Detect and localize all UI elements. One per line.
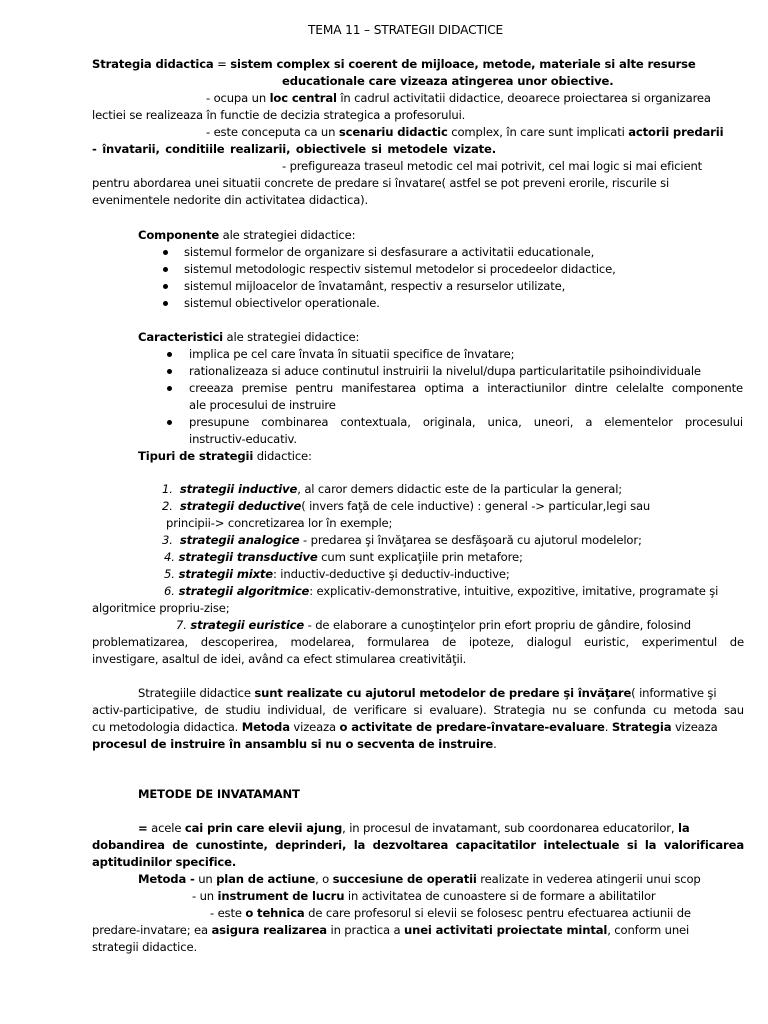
paragraph-line: - un instrument de lucru in activitatea de cunoastere si de formare a abilitatilor: [192, 889, 656, 903]
list-item-continuation: algoritmice propriu-zise;: [92, 601, 230, 615]
paragraph-line: activ-participative, de studiu individual, de verificare si evaluare). Strategia nu se confunda cu metoda sau: [92, 703, 744, 717]
list-item: 7. strategii euristice - de elaborare a cunoştinţelor prin efort propriu de gândire, folosind: [176, 618, 691, 632]
page-title: TEMA 11 – STRATEGII DIDACTICE: [308, 23, 504, 37]
paragraph-line: pentru abordarea unei situatii concrete de predare si învatare( astfel se pot preveni erorile, riscurile si: [92, 176, 670, 190]
list-item-continuation: investigare, asaltul de idei, având ca efect stimularea creativităţii.: [92, 652, 467, 666]
bullet-icon: [163, 301, 168, 306]
list-item: 4. strategii transductive cum sunt explicaţiile prin metafore;: [164, 550, 523, 564]
paragraph-line: lectiei se realizeaza în functie de decizia strategica a profesorului.: [92, 108, 466, 122]
paragraph-line: - este o tehnica de care profesorul si elevii se folosesc pentru efectuarea actiunii de: [210, 906, 691, 920]
bullet-icon: [163, 250, 168, 255]
paragraph-line: = acele cai prin care elevii ajung, in procesul de invatamant, sub coordonarea educatorilor, la: [138, 821, 690, 835]
bullet-icon: [167, 420, 172, 425]
list-item-continuation: instructiv-educativ.: [189, 432, 297, 446]
bullet-icon: [167, 352, 172, 357]
list-item: presupune combinarea contextuala, originala, unica, uneori, a elementelor procesului: [189, 415, 743, 429]
paragraph-line: - ocupa un loc central în cadrul activitatii didactice, deoarece proiectarea si organizarea: [206, 91, 711, 105]
paragraph-line: Metoda - un plan de actiune, o succesiune de operatii realizate in vederea atingerii unui scop: [138, 872, 701, 886]
paragraph-line: - este conceputa ca un scenariu didactic complex, în care sunt implicati actorii predarii: [206, 125, 724, 139]
paragraph-line: predare-invatare; ea asigura realizarea in practica a unei activitati proiectate mintal, conform unei: [92, 923, 690, 937]
paragraph-line: Strategiile didactice sunt realizate cu ajutorul metodelor de predare şi învăţare( informative şi: [138, 686, 717, 700]
list-item: creeaza premise pentru manifestarea optima a interactiunilor dintre celelalte componente: [189, 381, 743, 395]
section-heading: METODE DE INVATAMANT: [138, 787, 300, 801]
paragraph-line: strategii didactice.: [92, 940, 198, 954]
tipuri-heading: Tipuri de strategii didactice:: [138, 449, 312, 463]
paragraph-line: procesul de instruire în ansamblu si nu o secventa de instruire.: [92, 737, 497, 751]
definition-line-2: educationale care vizeaza atingerea unor obiective.: [282, 74, 614, 88]
bullet-icon: [163, 267, 168, 272]
bullet-icon: [167, 369, 172, 374]
list-item: 1. strategii inductive, al caror demers didactic este de la particular la general;: [162, 482, 623, 496]
list-item-continuation: principii-> concretizarea lor în exemple;: [166, 516, 393, 530]
list-item-continuation: ale procesului de instruire: [189, 398, 336, 412]
paragraph-line: aptitudinilor specifice.: [92, 855, 237, 869]
paragraph-line: - învatarii, conditiile realizarii, obiectivele si metodele vizate.: [92, 142, 496, 156]
list-item: sistemul metodologic respectiv sistemul metodelor si procedeelor didactice,: [184, 262, 616, 276]
list-item: 3. strategii analogice - predarea şi învăţarea se desfăşoară cu ajutorul modelelor;: [162, 533, 642, 547]
bullet-icon: [167, 386, 172, 391]
caracteristici-heading: Caracteristici ale strategiei didactice:: [138, 330, 360, 344]
definition-line-1: Strategia didactica = sistem complex si coerent de mijloace, metode, materiale si alte resurse: [92, 57, 696, 71]
list-item-continuation: problematizarea, descoperirea, modelarea, formularea de ipoteze, dialogul euristic, experimentul de: [92, 635, 744, 649]
paragraph-line: - prefigureaza traseul metodic cel mai potrivit, cel mai logic si mai eficient: [282, 159, 703, 173]
list-item: 6. strategii algoritmice: explicativ-demonstrative, intuitive, expozitive, imitative, programate şi: [164, 584, 719, 598]
list-item: sistemul formelor de organizare si desfasurare a activitatii educationale,: [184, 245, 595, 259]
bullet-icon: [163, 284, 168, 289]
paragraph-line: dobandirea de cunostinte, deprinderi, la dezvoltarea capacitatilor intelectuale si la valorificarea: [92, 838, 744, 852]
componente-heading: Componente ale strategiei didactice:: [138, 228, 356, 242]
list-item: rationalizeaza si aduce continutul instruirii la nivelul/dupa particularitatile psihoindividuale: [189, 364, 701, 378]
list-item: sistemul obiectivelor operationale.: [184, 296, 380, 310]
paragraph-line: cu metodologia didactica. Metoda vizeaza o activitate de predare-învatare-evaluare. Strategia vizeaza: [92, 720, 718, 734]
paragraph-line: evenimentele nedorite din activitatea didactica).: [92, 193, 369, 207]
list-item: implica pe cel care învata în situatii specifice de învatare;: [189, 347, 515, 361]
list-item: sistemul mijloacelor de învatamânt, respectiv a resurselor utilizate,: [184, 279, 566, 293]
list-item: 2. strategii deductive( invers faţă de cele inductive) : general -> particular,legi sau: [162, 499, 651, 513]
list-item: 5. strategii mixte: inductiv-deductive şi deductiv-inductive;: [164, 567, 510, 581]
